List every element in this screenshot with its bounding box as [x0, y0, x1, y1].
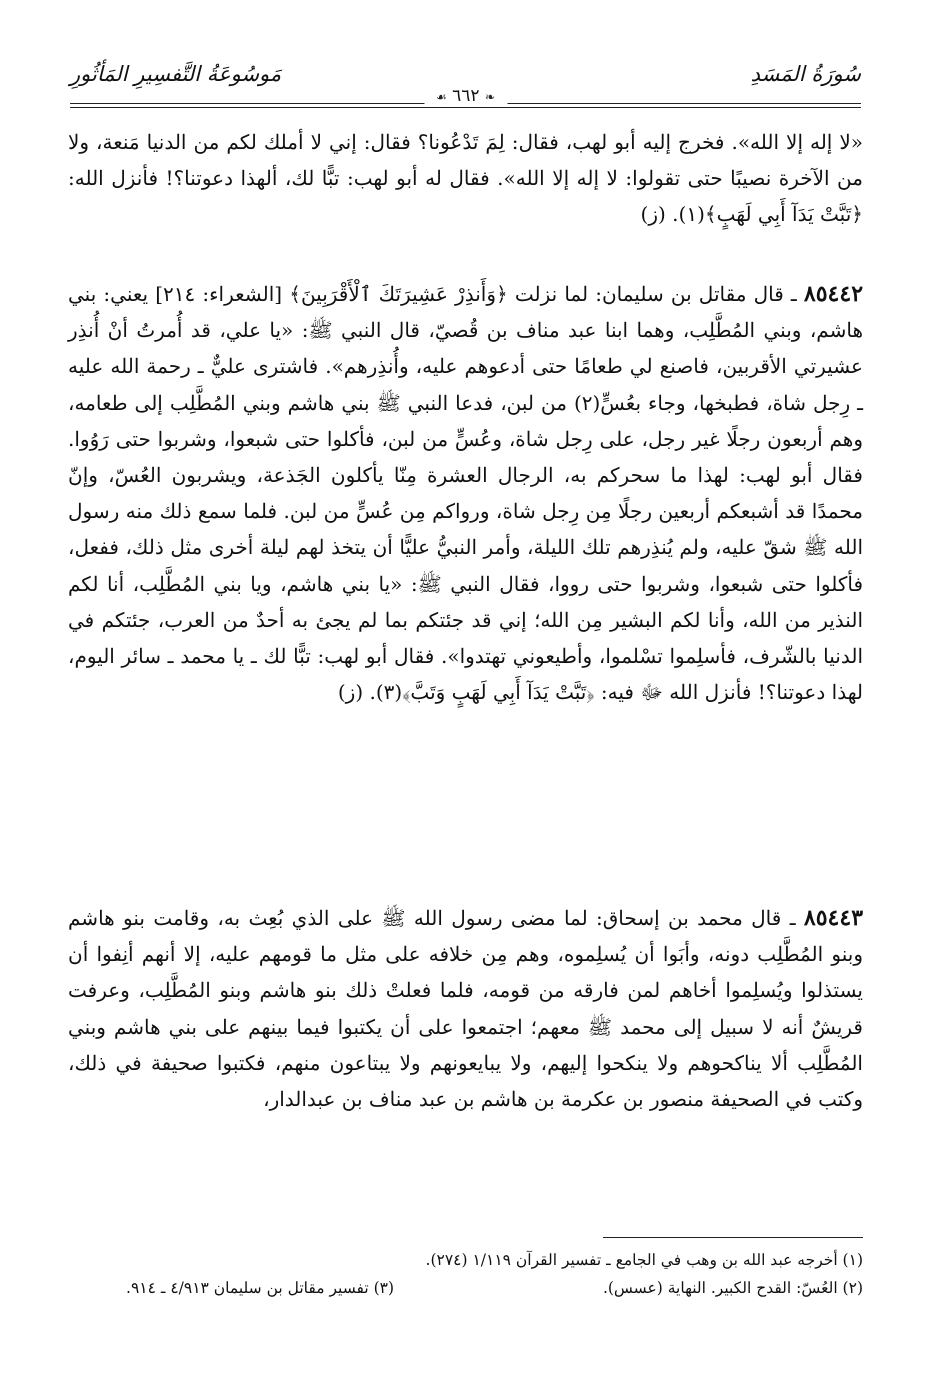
footnote-rule	[603, 1237, 863, 1238]
narration-paragraph	[68, 900, 863, 1117]
paragraph-text: «لا إله إلا الله». فخرج إليه أبو لهب، فقال: لِمَ تَدْعُونا؟ فقال: إني لا أملك لكم من الدنيا مَنعة، ولا من الآخرة نصيبًا حتى تقولوا: لا إله إلا الله». فقال له أبو لهب: تبًّا لك، ألهذا دعوتنا؟! فأنزل الله: ﴿تَبَّتْ يَدَآ أَبِي لَهَبٍ﴾(١). (ز)	[68, 130, 863, 227]
header-rule-thin	[70, 107, 861, 108]
ornament-icon: ☙	[435, 90, 447, 104]
encyclopedia-title: مَوسُوعَةُ التَّفسِيرِ المَأثُورِ	[70, 62, 282, 86]
footnote-1: (١) أخرجه عبد الله بن وهب في الجامع ـ تفسير القرآن ١/١١٩ (٢٧٤).	[425, 1251, 863, 1269]
page-number-box	[424, 86, 507, 106]
page-header	[70, 62, 861, 106]
main-text	[68, 124, 863, 1117]
paragraph-continuation	[68, 124, 863, 276]
ornament-icon: ❧	[484, 90, 496, 104]
paragraph-text: ـ قال محمد بن إسحاق: لما مضى رسول الله ﷺ على الذي بُعِث به، وقامت بنو هاشم وبنو المُطَّلِب دونه، وأبَوا أن يُسلِموه، وهم مِن خلافه على مثل ما قومهم عليه، إلا أنهم أنِفوا أن يستذلوا ويُسلِموا أخاهم لمن فارقه من قومه، فلما فعلتْ ذلك بنو هاشم وبنو المُطَّلِب، وعرفت قريشٌ أنه لا سبيل إلى محمد ﷺ معهم؛ اجتمعوا على أن يكتبوا فيما بينهم على بني هاشم وبني المُطَّلِب ألا يناكحوهم ولا ينكحوا إليهم، ولا يبايعونهم ولا يبتاعون منهم، فكتبوا صحيفة في ذلك، وكتب في الصحيفة منصور بن عكرمة بن هاشم بن عبد مناف بن عبدالدار،	[68, 906, 863, 1112]
footnotes	[68, 1237, 863, 1302]
narration-paragraph	[68, 276, 863, 900]
paragraph-text: ـ قال مقاتل بن سليمان: لما نزلت ﴿وَأَنذِرْ عَشِيرَتَكَ ٱلْأَقْرَبِينَ﴾ [الشعراء: ٢١٤] يعني: بني هاشم، وبني المُطَّلِب، وهما ابنا عبد مناف بن قُصيّ، قال النبي ﷺ: «يا علي، قد أُمرتُ أنْ أُنذِر عشيرتي الأقربين، فاصنع لي طعامًا حتى أدعوهم عليه، وأُنذِرهم». فاشترى عليٌّ ـ رحمة الله عليه ـ رِجل شاة، فطبخها، وجاء بعُسٍّ(٢) من لبن، فدعا النبي ﷺ بني هاشم وبني المُطَّلِب إلى طعامه، وهم أربعون رجلًا غير رجل، على رِجل شاة، وعُسٍّ من لبن، فأكلوا حتى شبعوا، وشربوا حتى رَوُوا. فقال أبو لهب: لهذا ما سحركم به، الرجال العشرة مِنّا يأكلون الجَذعة، ويشربون العُسّ، وإنّ محمدًا قد أشبعكم أربعين رجلًا مِن رِجل شاة، ورواكم مِن عُسٍّ من لبن. فلما سمع ذلك منه رسول الله ﷺ شقّ عليه، ولم يُنذِرهم تلك الليلة، وأمر النبيُّ عليًّا أن يتخذ لهم ليلة أخرى مثل ذلك، ففعل، فأكلوا حتى شبعوا، وشربوا حتى رووا، فقال النبي ﷺ: «يا بني هاشم، ويا بني المُطَّلِب، أنا لكم النذير من الله، وأنا لكم البشير مِن الله؛ إني قد جئتكم بما لم يجئ به أحدٌ من العرب، جئتكم في الدنيا بالشّرف، فأسلِموا تسْلموا، وأطيعوني تهتدوا». فقال أبو لهب: تبًّا لك ـ يا محمد ـ سائر اليوم، لهذا دعوتنا؟! فأنزل الله ﷻ فيه: ﴿تَبَّتْ يَدَآ أَبِي لَهَبٍ وَتَبَّ﴾(٣). (ز)	[68, 282, 863, 705]
page-number: ٦٦٢	[452, 86, 480, 106]
narration-number: ٨٥٤٤٣	[803, 905, 864, 931]
footnote-row	[68, 1274, 863, 1302]
narration-number: ٨٥٤٤٢	[803, 281, 864, 307]
footnote-2: (٢) العُسّ: القدح الكبير. النهاية (عسس).	[602, 1279, 863, 1297]
footnote-3: (٣) تفسير مقاتل بن سليمان ٤/٩١٣ ـ ٩١٤.	[126, 1279, 395, 1297]
surah-title: سُورَةُ المَسَدِ	[750, 62, 861, 86]
